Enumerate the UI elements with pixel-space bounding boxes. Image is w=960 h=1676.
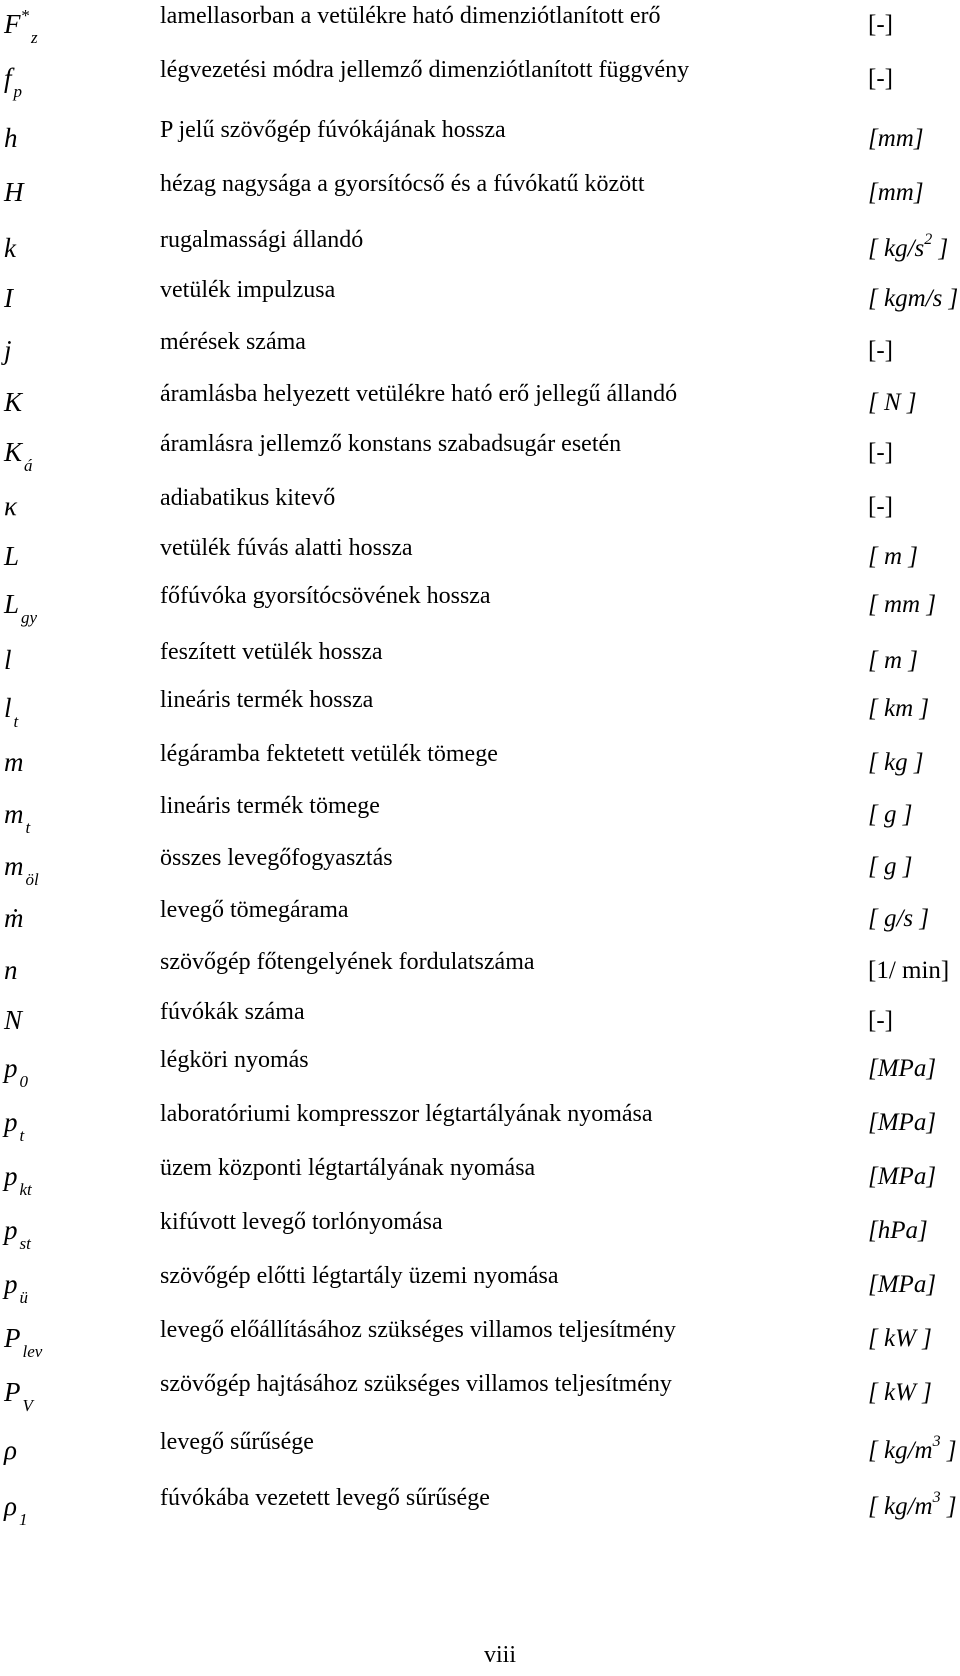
symbol-description: levegő előállításához szükséges villamos teljesítmény: [160, 1317, 676, 1343]
symbol-description: vetülék fúvás alatti hossza: [160, 535, 413, 561]
symbol: H: [4, 177, 24, 207]
symbol: l $_t$: [4, 693, 19, 731]
symbol-row: [0, 1310, 960, 1361]
symbol-row: [0, 1148, 960, 1199]
symbol-row: [0, 478, 960, 521]
symbol: p $_{kt}$: [4, 1161, 32, 1199]
symbol: k: [4, 233, 16, 263]
unit: [ kW ]: [868, 1325, 932, 1352]
symbol: P $_V$: [4, 1377, 33, 1415]
symbol-description: szövőgép főtengelyének fordulatszáma: [160, 949, 535, 975]
symbol-description: laboratóriumi kompresszor légtartályának nyomása: [160, 1101, 653, 1127]
symbol-description: kifúvott levegő torlónyomása: [160, 1209, 443, 1235]
unit: [MPa]: [868, 1271, 937, 1298]
symbol-row: [0, 1094, 960, 1145]
symbol: f $_p$: [4, 63, 23, 101]
symbol: p $_0$: [4, 1053, 28, 1091]
symbol-row: [0, 734, 960, 777]
unit: [ g ]: [868, 853, 913, 880]
symbol-row: [0, 942, 960, 985]
symbol-row: [0, 0, 960, 47]
symbol-description: adiabatikus kitevő: [160, 485, 336, 511]
symbol-description: szövőgép előtti légtartály üzemi nyomása: [160, 1263, 559, 1289]
symbol-description: üzem központi légtartályának nyomása: [160, 1155, 536, 1181]
symbol: ρ $_1$: [4, 1491, 28, 1529]
symbol-row: [0, 1478, 960, 1529]
symbol-row: [0, 576, 960, 627]
symbol-description: áramlásba helyezett vetülékre ható erő jellegű állandó: [160, 381, 678, 407]
symbol-description: hézag nagysága a gyorsítócső és a fúvókatű között: [160, 171, 645, 197]
unit: [ g ]: [868, 801, 913, 828]
symbol: ṁ: [4, 903, 24, 933]
unit: [-]: [868, 337, 893, 364]
symbol-row: [0, 632, 960, 675]
symbol: κ: [4, 491, 17, 521]
symbol-row: [0, 528, 960, 571]
unit: [ $kg/m^3$ ]: [868, 1489, 957, 1520]
symbol: p $_{st}$: [4, 1215, 31, 1253]
unit: [ $kg/s^2$ ]: [868, 231, 949, 262]
symbol: m $_t$: [4, 799, 31, 837]
symbol-row: [0, 786, 960, 837]
symbol-row: [0, 1256, 960, 1307]
symbol-description: rugalmassági állandó: [160, 227, 364, 253]
symbol: m $_{öl}$: [4, 851, 39, 889]
symbol-description: lineáris termék hossza: [160, 687, 374, 713]
unit: [-]: [868, 11, 893, 38]
symbol-row: [0, 424, 960, 475]
symbol-row: [0, 838, 960, 889]
symbol: I: [4, 283, 13, 313]
unit: [MPa]: [868, 1055, 937, 1082]
symbol: p $_ü$: [4, 1269, 28, 1307]
symbol-description: feszített vetülék hossza: [160, 639, 383, 665]
symbol-row: [0, 50, 960, 101]
symbol-description: légáramba fektetett vetülék tömege: [160, 741, 498, 767]
unit: [ kg ]: [868, 749, 924, 776]
unit: [ kgm/s ]: [868, 285, 959, 312]
unit: [MPa]: [868, 1163, 937, 1190]
unit: [-]: [868, 1007, 893, 1034]
symbol-description: fúvókák száma: [160, 999, 305, 1025]
unit: [ m ]: [868, 543, 919, 570]
symbol-row: [0, 164, 960, 207]
symbol-description: áramlásra jellemző konstans szabadsugár esetén: [160, 431, 622, 457]
unit: [ N ]: [868, 389, 917, 416]
unit: [1/ min]: [868, 957, 950, 984]
symbol: ρ: [4, 1435, 17, 1465]
unit: [-]: [868, 439, 893, 466]
symbol-row: [0, 680, 960, 731]
page-number: viii: [483, 1642, 516, 1668]
symbol-description: lineáris termék tömege: [160, 793, 380, 819]
unit: [ mm ]: [868, 591, 937, 618]
symbol: n: [4, 955, 18, 985]
symbol-description: levegő sűrűsége: [160, 1429, 314, 1455]
symbol: $F^*_z$: [4, 6, 38, 47]
unit: [ km ]: [868, 695, 930, 722]
symbol-row: [0, 1422, 960, 1465]
symbol-row: [0, 1040, 960, 1091]
symbol-description: vetülék impulzusa: [160, 277, 336, 303]
unit: [ g/s ]: [868, 905, 930, 932]
unit: [-]: [868, 65, 893, 92]
symbol: m: [4, 747, 24, 777]
symbol: P $_{lev}$: [4, 1323, 43, 1361]
symbol-description: P jelű szövőgép fúvókájának hossza: [160, 117, 506, 143]
unit: [-]: [868, 493, 893, 520]
symbol: N: [4, 1005, 23, 1035]
symbol-row: [0, 220, 960, 263]
symbol: K: [4, 387, 23, 417]
symbol-description: légköri nyomás: [160, 1047, 309, 1073]
unit: [mm]: [868, 179, 924, 206]
unit: [mm]: [868, 125, 924, 152]
symbol-row: [0, 992, 960, 1035]
symbol: h: [4, 123, 18, 153]
symbol-description: fúvókába vezetett levegő sűrűsége: [160, 1485, 490, 1511]
symbol: j: [4, 335, 12, 365]
symbol-description: főfúvóka gyorsítócsövének hossza: [160, 583, 491, 609]
unit: [ m ]: [868, 647, 919, 674]
symbol: K $_á$: [4, 437, 33, 475]
symbol-description: mérések száma: [160, 329, 306, 355]
symbol-row: [0, 322, 960, 365]
symbol-row: [0, 1202, 960, 1253]
symbol-description: összes levegőfogyasztás: [160, 845, 393, 871]
symbol-description: levegő tömegárama: [160, 897, 349, 923]
symbol: L: [4, 541, 20, 571]
symbol-description: szövőgép hajtásához szükséges villamos teljesítmény: [160, 1371, 672, 1397]
symbol-row: [0, 1364, 960, 1415]
symbol: L $_{gy}$: [4, 589, 38, 627]
symbol-row: [0, 890, 960, 933]
unit: [hPa]: [868, 1217, 928, 1244]
symbol-row: [0, 270, 960, 313]
symbol-row: [0, 110, 960, 153]
unit: [MPa]: [868, 1109, 937, 1136]
symbol-description: lamellasorban a vetülékre ható dimenziótlanított erő: [160, 3, 661, 29]
unit: [ $kg/m^3$ ]: [868, 1433, 957, 1464]
symbol-row: [0, 374, 960, 417]
symbol-description: légvezetési módra jellemző dimenziótlanított függvény: [160, 57, 690, 83]
symbol: p $_t$: [4, 1107, 25, 1145]
unit: [ kW ]: [868, 1379, 932, 1406]
symbol: l: [4, 645, 12, 675]
